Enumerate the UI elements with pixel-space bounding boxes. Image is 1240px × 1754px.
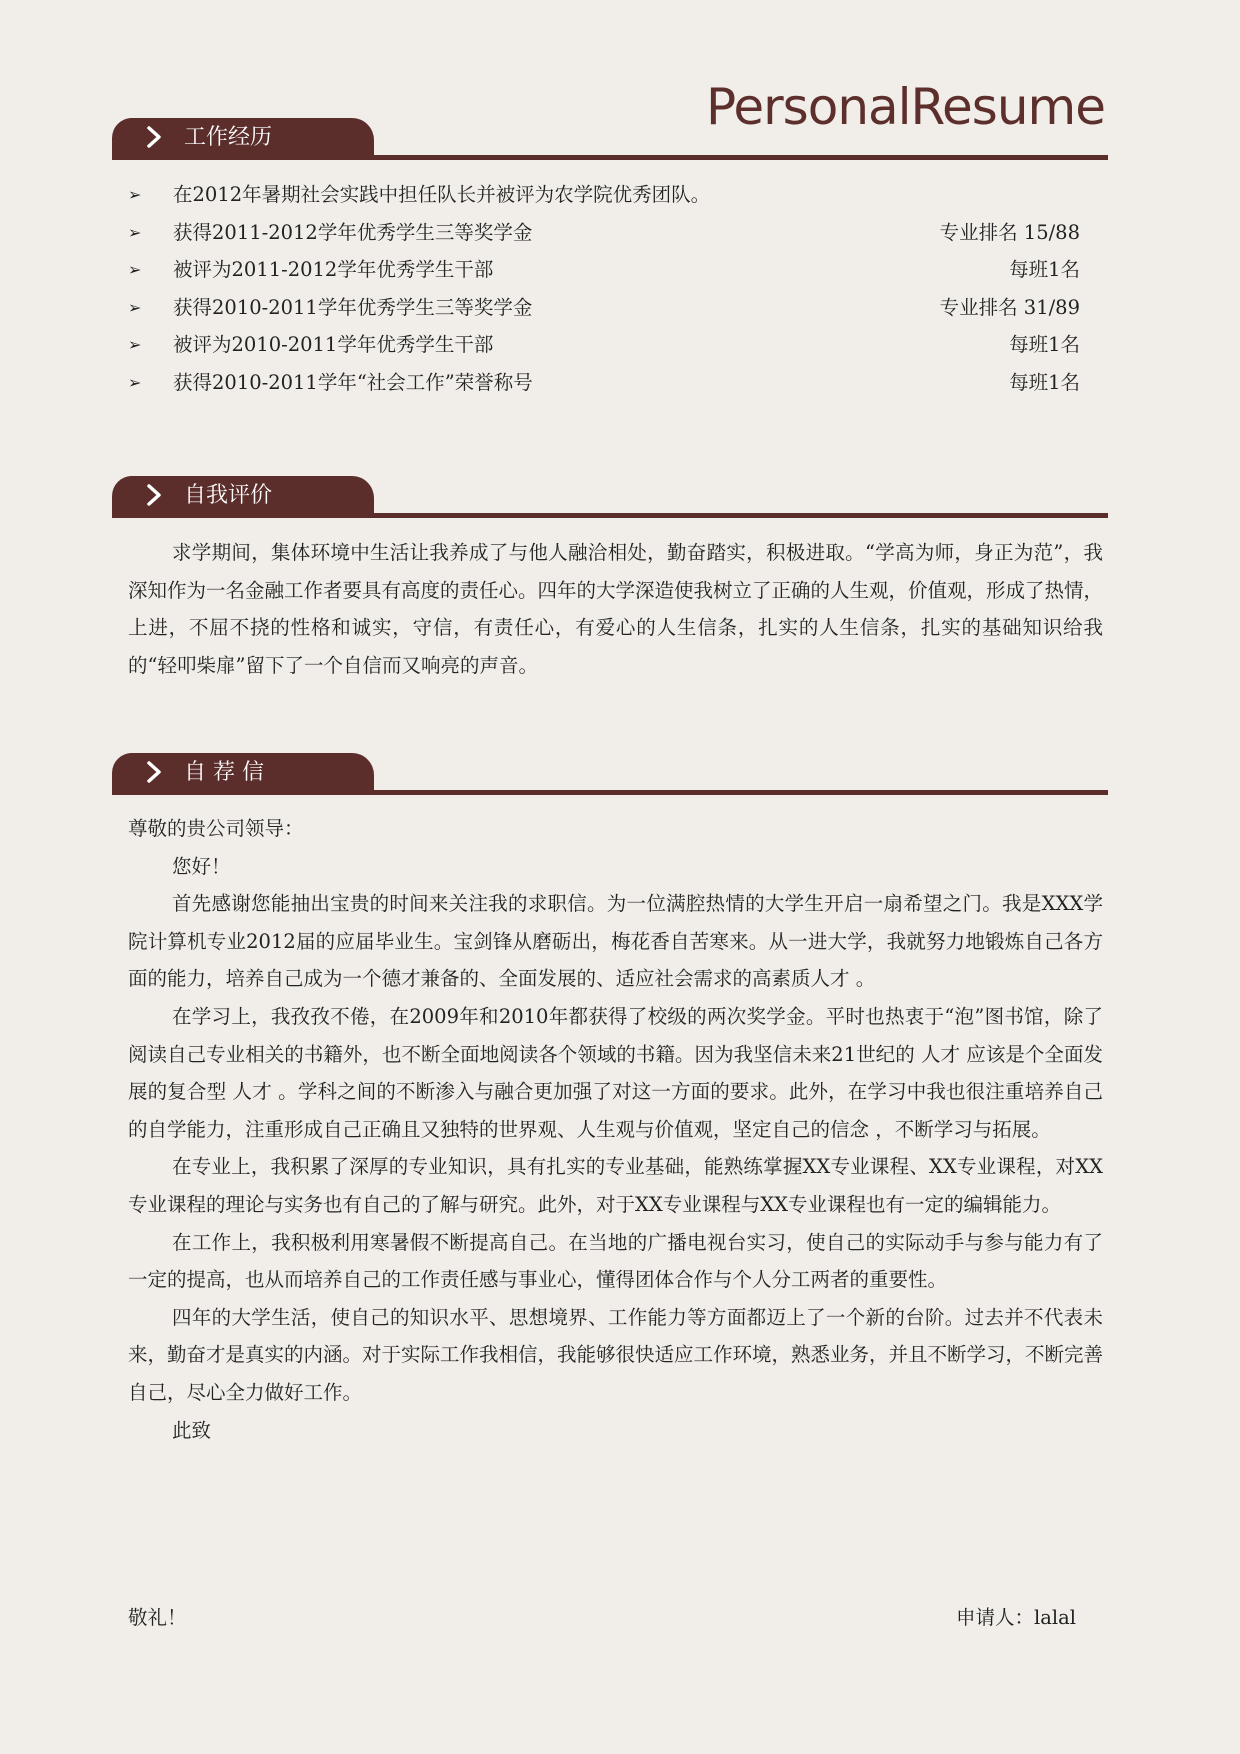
item-text: 被评为2010-2011学年优秀学生干部	[173, 333, 494, 357]
letter-paragraph: 四年的大学生活，使自己的知识水平、思想境界、工作能力等方面都迈上了一个新的台阶。过去并不代表未来，勤奋才是真实的内涵。对于实际工作我相信，我能够很快适应工作环境，熟悉业务，并且不断学习，不断完善自己，尽心全力做好工作。	[128, 1305, 1104, 1404]
arrow-bullet-icon: ➢	[128, 335, 142, 355]
arrow-bullet-icon: ➢	[128, 222, 142, 242]
section-rule	[112, 790, 1108, 795]
signature-row	[128, 1599, 1080, 1637]
letter-paragraph: 首先感谢您能抽出宝贵的时间来关注我的求职信。为一位满腔热情的大学生开启一扇希望之门。我是XXX学院计算机专业2012届的应届毕业生。宝剑锋从磨砺出，梅花香自苦寒来。从一进大学，我就努力地锻炼自己各方面的能力，培养自己成为一个德才兼备的、全面发展的、适应社会需求的高素质人才 。	[128, 892, 1103, 991]
item-text: 获得2010-2011学年“社会工作”荣誉称号	[173, 370, 533, 394]
salutation: 尊敬的贵公司领导：	[128, 817, 304, 840]
item-text: 获得2011-2012学年优秀学生三等奖学金	[173, 220, 533, 244]
greeting: 您好！	[172, 854, 231, 878]
brand-title: PersonalResume	[705, 78, 1105, 136]
self-eval-text: 求学期间，集体环境中生活让我养成了与他人融洽相处，勤奋踏实，积极进取。“学高为师，身正为范”，我深知作为一名金融工作者要具有高度的责任心。四年的大学深造使我树立了正确的人生观，价值观，形成了热情，上进，不屈不挠的性格和诚实，守信，有责任心，有爱心的人生信条，扎实的人生信条，扎实的基础知识给我的“轻叩柴扉”留下了一个自信而又响亮的声音。	[128, 541, 1104, 677]
list-item	[128, 326, 1080, 364]
item-text: 被评为2011-2012学年优秀学生干部	[173, 258, 494, 282]
letter-paragraph: 在学习上，我孜孜不倦，在2009年和2010年都获得了校级的两次奖学金。平时也热衷于“泡”图书馆，除了阅读自己专业相关的书籍外，也不断全面地阅读各个领域的书籍。因为我坚信未来21世纪的 人才 应该是个全面发展的复合型 人才 。学科之间的不断渗入与融合更加强了对这一方面的要求。此外，在学习中我也很注重培养自己的自学能力，注重形成自己正确且又独特的世界观、人生观与价值观，坚定自己的信念 ，不断学习与拓展。	[128, 1004, 1103, 1141]
section-title-cover-letter: 自 荐 信	[184, 760, 264, 785]
closing: 此致	[172, 1418, 212, 1442]
item-note: 专业排名 31/89	[939, 295, 1080, 319]
arrow-bullet-icon: ➢	[128, 185, 142, 204]
item-text: 获得2010-2011学年优秀学生三等奖学金	[173, 295, 533, 319]
item-note: 每班1名	[1009, 258, 1080, 282]
section-rule	[112, 513, 1108, 518]
section-header-self-eval	[112, 476, 1108, 518]
letter-paragraph: 在专业上，我积累了深厚的专业知识，具有扎实的专业基础，能熟练掌握XX专业课程、XX专业课程，对XX专业课程的理论与实务也有自己的了解与研究。此外，对于XX专业课程与XX专业课程也有一定的编辑能力。	[128, 1155, 1103, 1216]
list-item	[128, 251, 1080, 289]
item-note: 每班1名	[1009, 370, 1080, 394]
salute: 敬礼！	[128, 1606, 187, 1629]
applicant: 申请人：lalal	[956, 1606, 1076, 1629]
arrow-bullet-icon: ➢	[128, 372, 142, 392]
section-title-self-eval: 自我评价	[184, 483, 273, 508]
list-item	[128, 214, 1080, 252]
letter-paragraph: 在工作上，我积极利用寒暑假不断提高自己。在当地的广播电视台实习，使自己的实际动手与参与能力有了一定的提高，也从而培养自己的工作责任感与事业心，懂得团体合作与个人分工两者的重要性。	[128, 1230, 1103, 1292]
list-item	[128, 289, 1080, 327]
list-item	[128, 176, 1080, 214]
chevron-right-icon	[146, 126, 162, 148]
section-rule	[112, 155, 1108, 160]
section-header-work	[112, 118, 1108, 160]
chevron-right-icon	[146, 761, 162, 783]
arrow-bullet-icon: ➢	[128, 297, 142, 317]
arrow-bullet-icon: ➢	[128, 260, 142, 280]
item-note: 专业排名 15/88	[939, 220, 1080, 244]
section-header-cover-letter	[112, 753, 1108, 795]
section-title-work: 工作经历	[184, 125, 273, 150]
list-item	[128, 364, 1080, 402]
item-note: 每班1名	[1009, 333, 1080, 357]
cover-letter-body	[128, 810, 1103, 1449]
chevron-right-icon	[146, 484, 162, 506]
item-text: 在2012年暑期社会实践中担任队长并被评为农学院优秀团队。	[173, 183, 711, 206]
work-list	[128, 176, 1080, 402]
